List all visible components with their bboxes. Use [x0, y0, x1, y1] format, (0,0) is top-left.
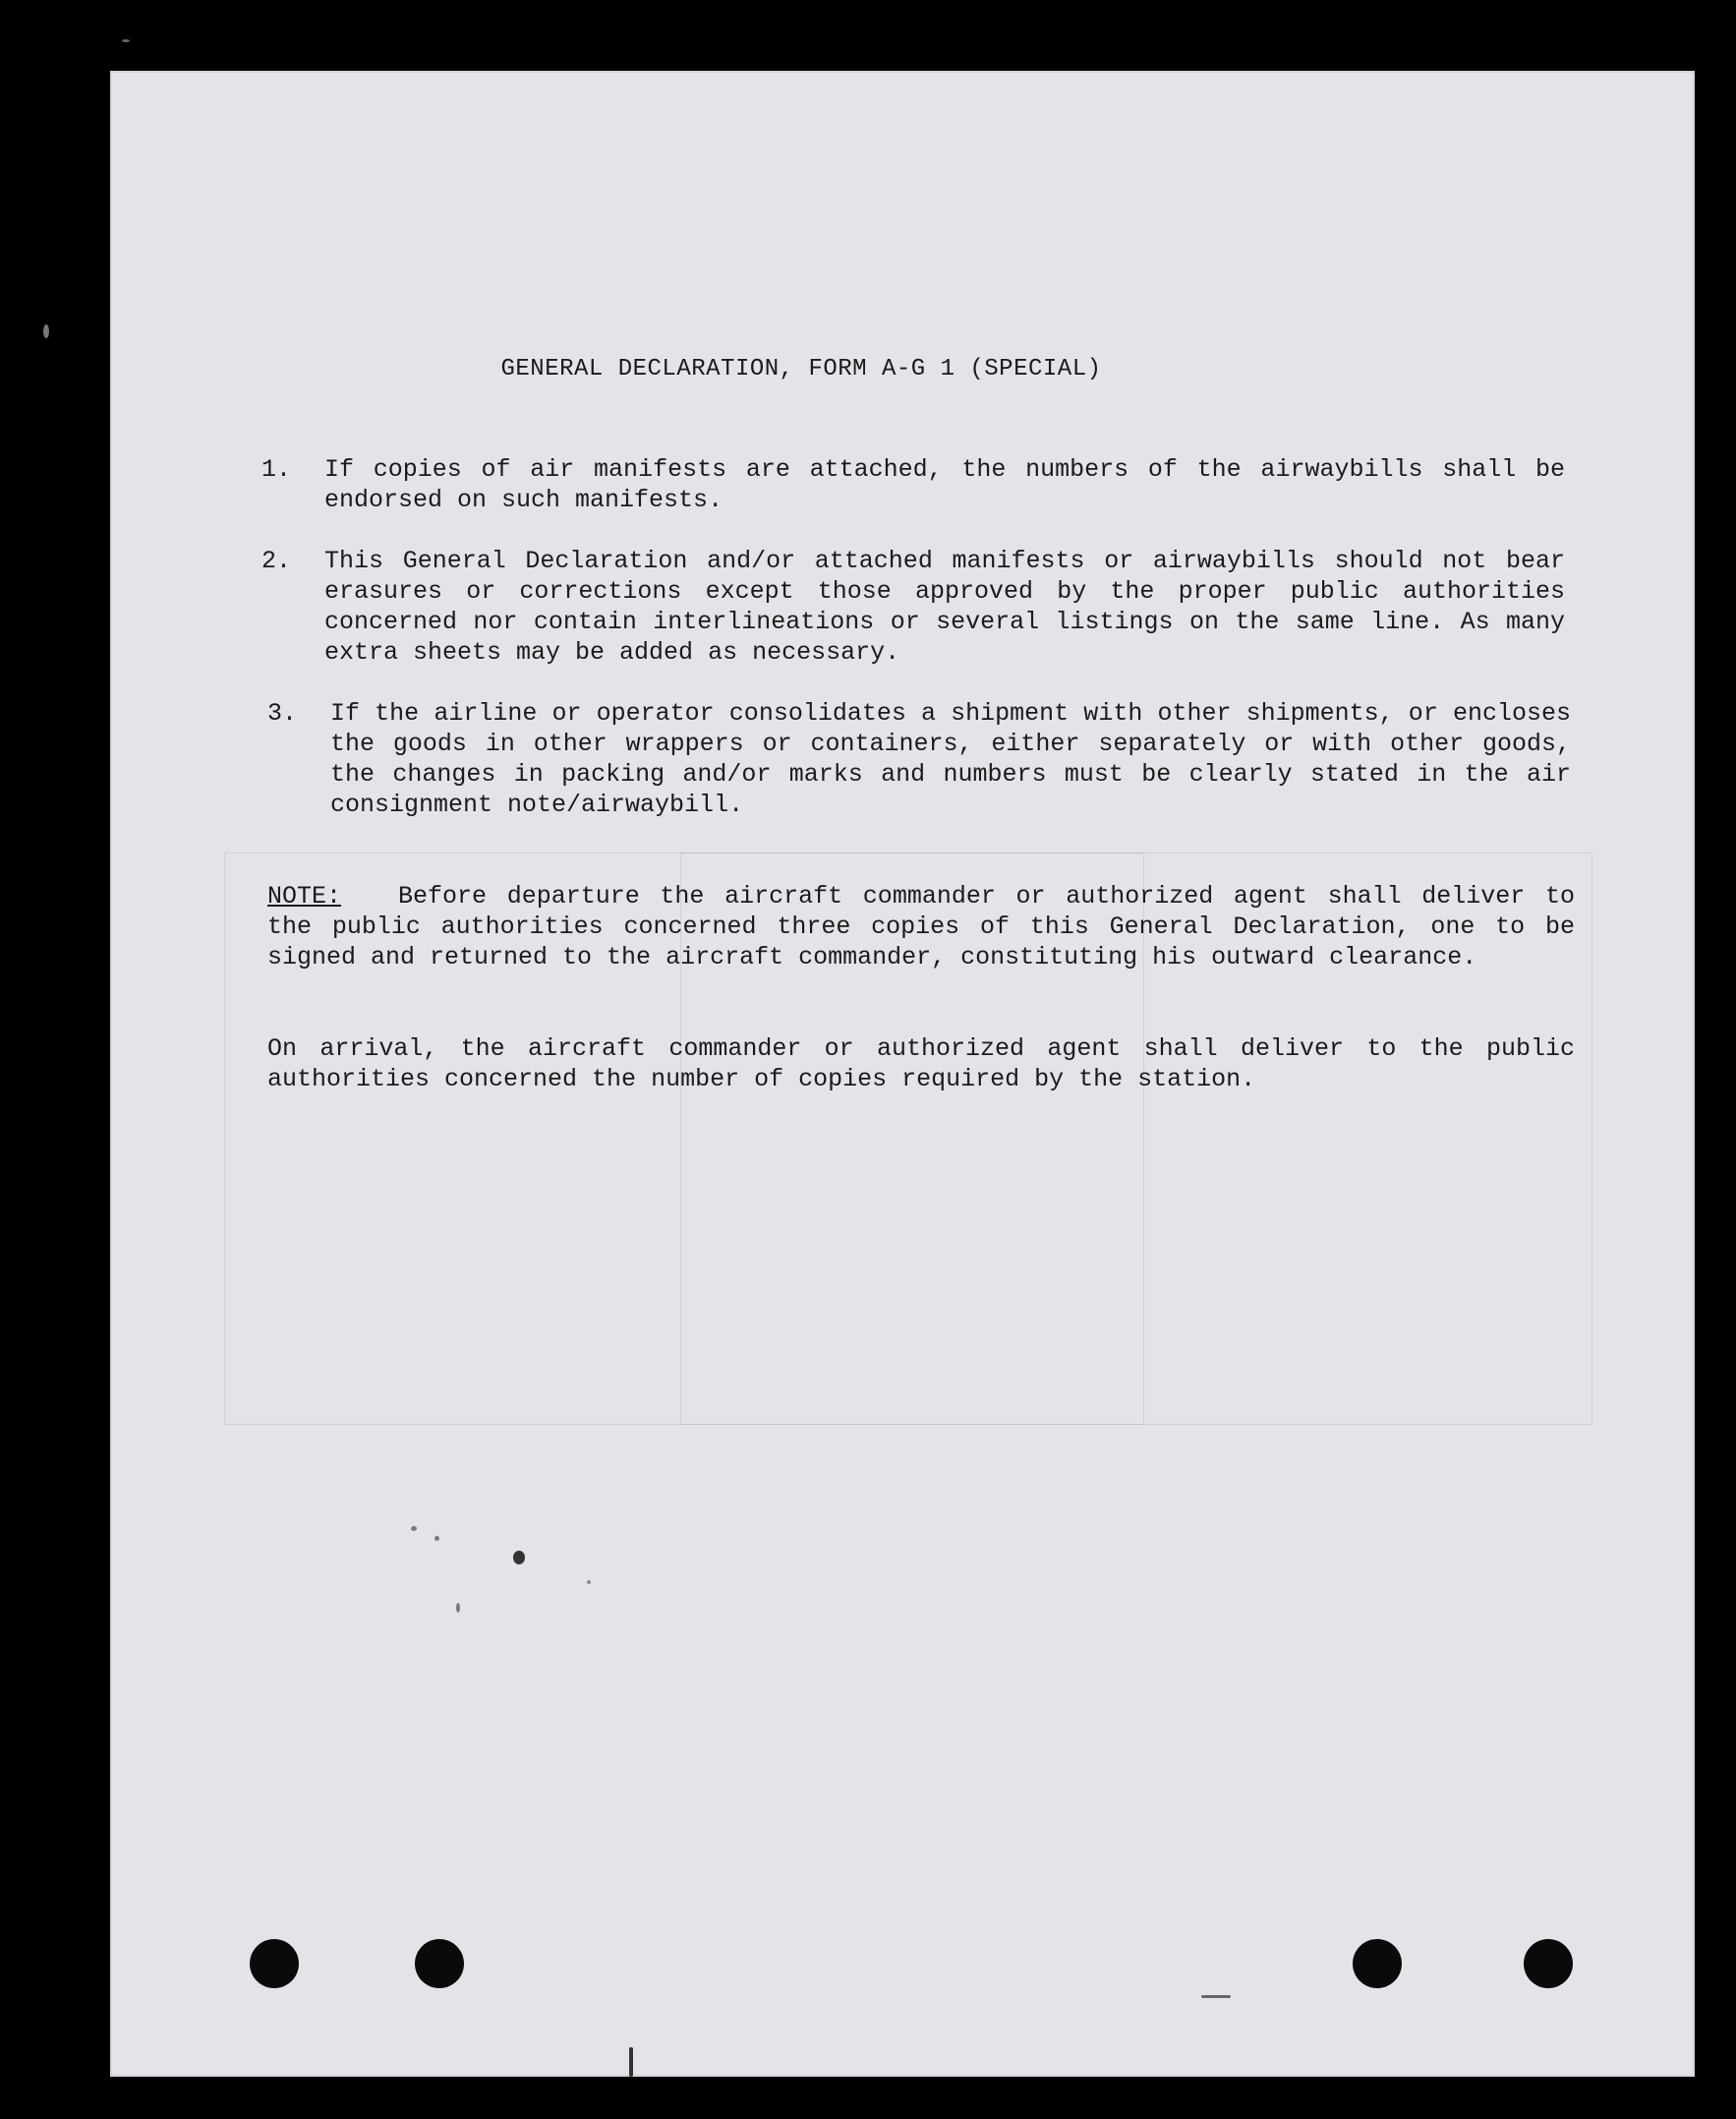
- list-item-number: 2.: [261, 547, 292, 575]
- ink-smudge: [587, 1580, 591, 1584]
- ink-smudge: [434, 1536, 439, 1541]
- page-title: GENERAL DECLARATION, FORM A-G 1 (SPECIAL): [500, 356, 1102, 383]
- punch-hole: [1524, 1939, 1573, 1988]
- document-page: [110, 71, 1695, 2077]
- note-label: NOTE:: [267, 882, 342, 911]
- list-item-2: [261, 546, 1569, 668]
- list-item-text: This General Declaration and/or attached manifests or airwaybills should not bear erasures or corrections except those approved by the proper public authorities concerned nor contain interlineations or several listings on the same line. As many extra sheets may be added as necessary.: [324, 547, 1565, 667]
- note-paragraph: [267, 881, 1575, 972]
- list-item-number: 1.: [261, 455, 292, 484]
- punch-hole: [1353, 1939, 1402, 1988]
- list-item-number: 3.: [267, 699, 298, 728]
- ink-smudge: [456, 1603, 460, 1613]
- punch-hole: [250, 1939, 299, 1988]
- margin-speck: [43, 324, 49, 338]
- ink-mark: [629, 2047, 633, 2077]
- note-text: Before departure the aircraft commander or authorized agent shall deliver to the public authorities concerned three copies of this General Declaration, one to be signed and returned to the aircraft commander, constituting his outward clearance.: [267, 882, 1575, 971]
- ink-mark: [1201, 1995, 1231, 1998]
- punch-hole: [415, 1939, 464, 1988]
- arrival-paragraph: On arrival, the aircraft commander or authorized agent shall deliver to the public authorities concerned the number of copies required by the station.: [267, 1034, 1575, 1093]
- list-item-text: If copies of air manifests are attached, the numbers of the airwaybills shall be endorsed on such manifests.: [324, 455, 1565, 514]
- ink-smudge: [411, 1526, 417, 1531]
- list-item-3: [267, 698, 1575, 820]
- list-item-text: If the airline or operator consolidates a shipment with other shipments, or encloses the goods in other wrappers or containers, either separately or with other goods, the changes in packing and/or marks and numbers must be clearly stated in the air consignment note/airwaybill.: [330, 699, 1571, 819]
- ink-smudge: [513, 1551, 525, 1564]
- list-item-1: [261, 454, 1569, 515]
- margin-speck: [122, 39, 130, 42]
